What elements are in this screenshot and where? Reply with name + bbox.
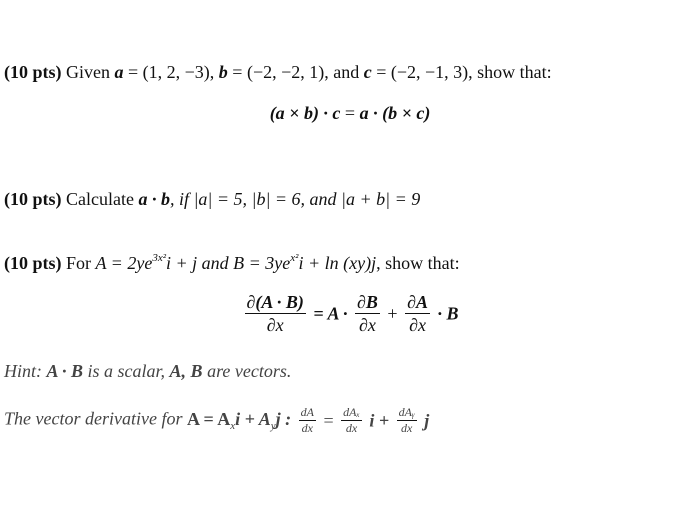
dot-product-expr: a · b [138,189,170,209]
vector-value: = (−2, −2, 1), and [232,62,360,82]
identity-left: (a × b) · c [269,103,341,123]
hint-expr: A · B [46,361,84,381]
hint-text: The vector derivative for [4,408,183,429]
problem-3-identity [0,292,700,335]
dA-dx-fraction: $\frac{\partial A}{\partial x}$ [407,292,428,335]
hint-text: is a scalar, [87,361,166,381]
problem-3-statement [4,252,460,274]
j-unit: j [424,410,430,431]
identity-right: a · (b × c) [359,103,431,123]
problem-tail: , show that: [376,253,460,273]
vector-name: b [218,62,228,82]
A-definition: $A = 2ye^{3x^2}i + j$ and [95,252,229,273]
points-label: (10 pts) [4,189,62,209]
vector-value: = (−2, −1, 3), show that: [376,62,552,82]
problem-1-statement [4,61,552,83]
lhs-fraction: $\frac{\partial(A \cdot B)}{\partial x}$ [246,292,304,335]
points-label: (10 pts) [4,253,62,273]
i-plus: i + [369,410,390,431]
equals-A: = A · [313,303,348,324]
dB-dx-fraction: $\frac{\partial B}{\partial x}$ [357,292,378,335]
hint-text: are vectors. [207,361,292,381]
hint-vars: A, B [169,361,203,381]
vector-name: c [363,62,372,82]
magnitude-conditions: , if |a| = 5, |b| = 6, and |a + b| = 9 [169,189,421,209]
problem-1-identity [0,102,700,124]
dA-dx-fraction: $\frac{dA}{dx}$ [300,405,314,435]
dAx-dx-fraction: $\frac{\text{dAₓ}}{dx}$ [343,405,360,435]
problem-2-statement [4,188,420,210]
points-label: (10 pts) [4,62,62,82]
vector-value: = (1, 2, −3), [128,62,215,82]
dot-B: · B [437,303,459,324]
equals-sign: = [323,410,334,431]
plus-sign: + [387,303,398,324]
B-definition: $B = 3ye^{x^2}i + \ln (xy)j$ [233,252,377,273]
hint-line-2 [4,406,429,435]
problem-text: Given [66,62,110,82]
hint-line-1 [4,360,291,382]
problem-text: Calculate [66,189,134,209]
hint-label: Hint: [4,361,42,381]
dAy-dx-fraction: $\frac{\text{dAᵧ}}{dx}$ [398,405,415,435]
problem-text: For [66,253,92,273]
vector-def: $A = A_xi + A_yj$ : [186,408,292,432]
identity-eq: = [344,103,356,123]
vector-name: a [114,62,124,82]
